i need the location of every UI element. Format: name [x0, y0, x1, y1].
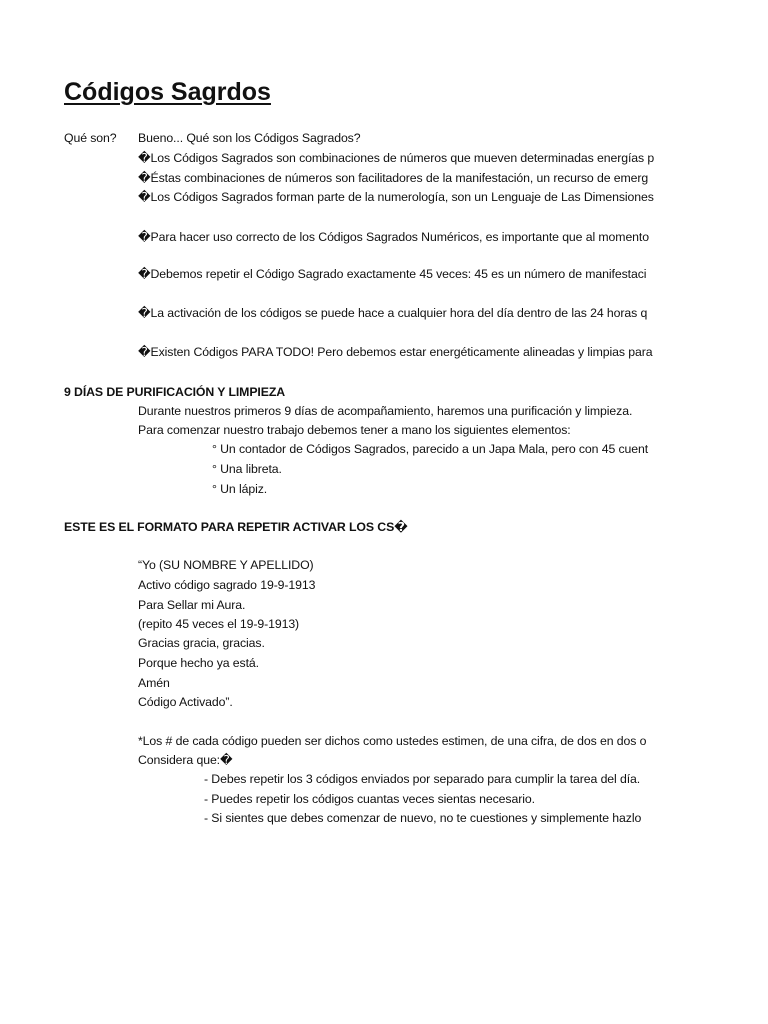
document-title: Códigos Sagrdos [64, 78, 271, 106]
notes-item: - Si sientes que debes comenzar de nuevo, no te cuestiones y simplemente hazlo [204, 811, 642, 825]
format-line: Amén [138, 676, 170, 690]
notes-item: - Debes repetir los 3 códigos enviados por separado para cumplir la tarea del día. [204, 772, 641, 786]
notes-item: - Puedes repetir los códigos cuantas veces sientas necesario. [204, 792, 535, 806]
intro-line: �Para hacer uso correcto de los Códigos Sagrados Numéricos, es importante que al momento [138, 230, 649, 244]
format-line: (repito 45 veces el 19-9-1913) [138, 617, 300, 631]
intro-label: Qué son? [64, 131, 117, 145]
purification-line: Para comenzar nuestro trabajo debemos tener a mano los siguientes elementos: [138, 423, 571, 437]
purification-line: Durante nuestros primeros 9 días de acompañamiento, haremos una purificación y limpieza. [138, 404, 633, 418]
intro-line: Bueno... Qué son los Códigos Sagrados? [138, 131, 361, 145]
format-line: “Yo (SU NOMBRE Y APELLIDO) [138, 558, 314, 572]
intro-line: �Existen Códigos PARA TODO! Pero debemos estar energéticamente alineadas y limpias para [138, 345, 653, 359]
notes-line: *Los # de cada código pueden ser dichos como ustedes estimen, de una cifra, de dos en dos o [138, 734, 647, 748]
intro-line: �Éstas combinaciones de números son facilitadores de la manifestación, un recurso de emerg [138, 171, 649, 185]
format-line: Gracias gracia, gracias. [138, 636, 265, 650]
purification-item: ° Un contador de Códigos Sagrados, parecido a un Japa Mala, pero con 45 cuent [212, 442, 649, 456]
format-line: Código Activado”. [138, 695, 233, 709]
purification-heading: 9 DÍAS DE PURIFICACIÓN Y LIMPIEZA [64, 385, 286, 399]
notes-line: Considera que:� [138, 753, 233, 767]
format-heading: ESTE ES EL FORMATO PARA REPETIR ACTIVAR LOS CS� [64, 520, 408, 534]
format-line: Para Sellar mi Aura. [138, 598, 246, 612]
format-line: Porque hecho ya está. [138, 656, 259, 670]
format-line: Activo código sagrado 19-9-1913 [138, 578, 316, 592]
intro-line: �Los Códigos Sagrados forman parte de la numerología, son un Lenguaje de Las Dimensiones [138, 190, 654, 204]
intro-line: �Los Códigos Sagrados son combinaciones de números que mueven determinadas energías p [138, 151, 655, 165]
purification-item: ° Un lápiz. [212, 482, 268, 496]
intro-line: �La activación de los códigos se puede hace a cualquier hora del día dentro de las 24 horas q [138, 306, 648, 320]
purification-item: ° Una libreta. [212, 462, 282, 476]
intro-line: �Debemos repetir el Código Sagrado exactamente 45 veces: 45 es un número de manifestaci [138, 267, 647, 281]
